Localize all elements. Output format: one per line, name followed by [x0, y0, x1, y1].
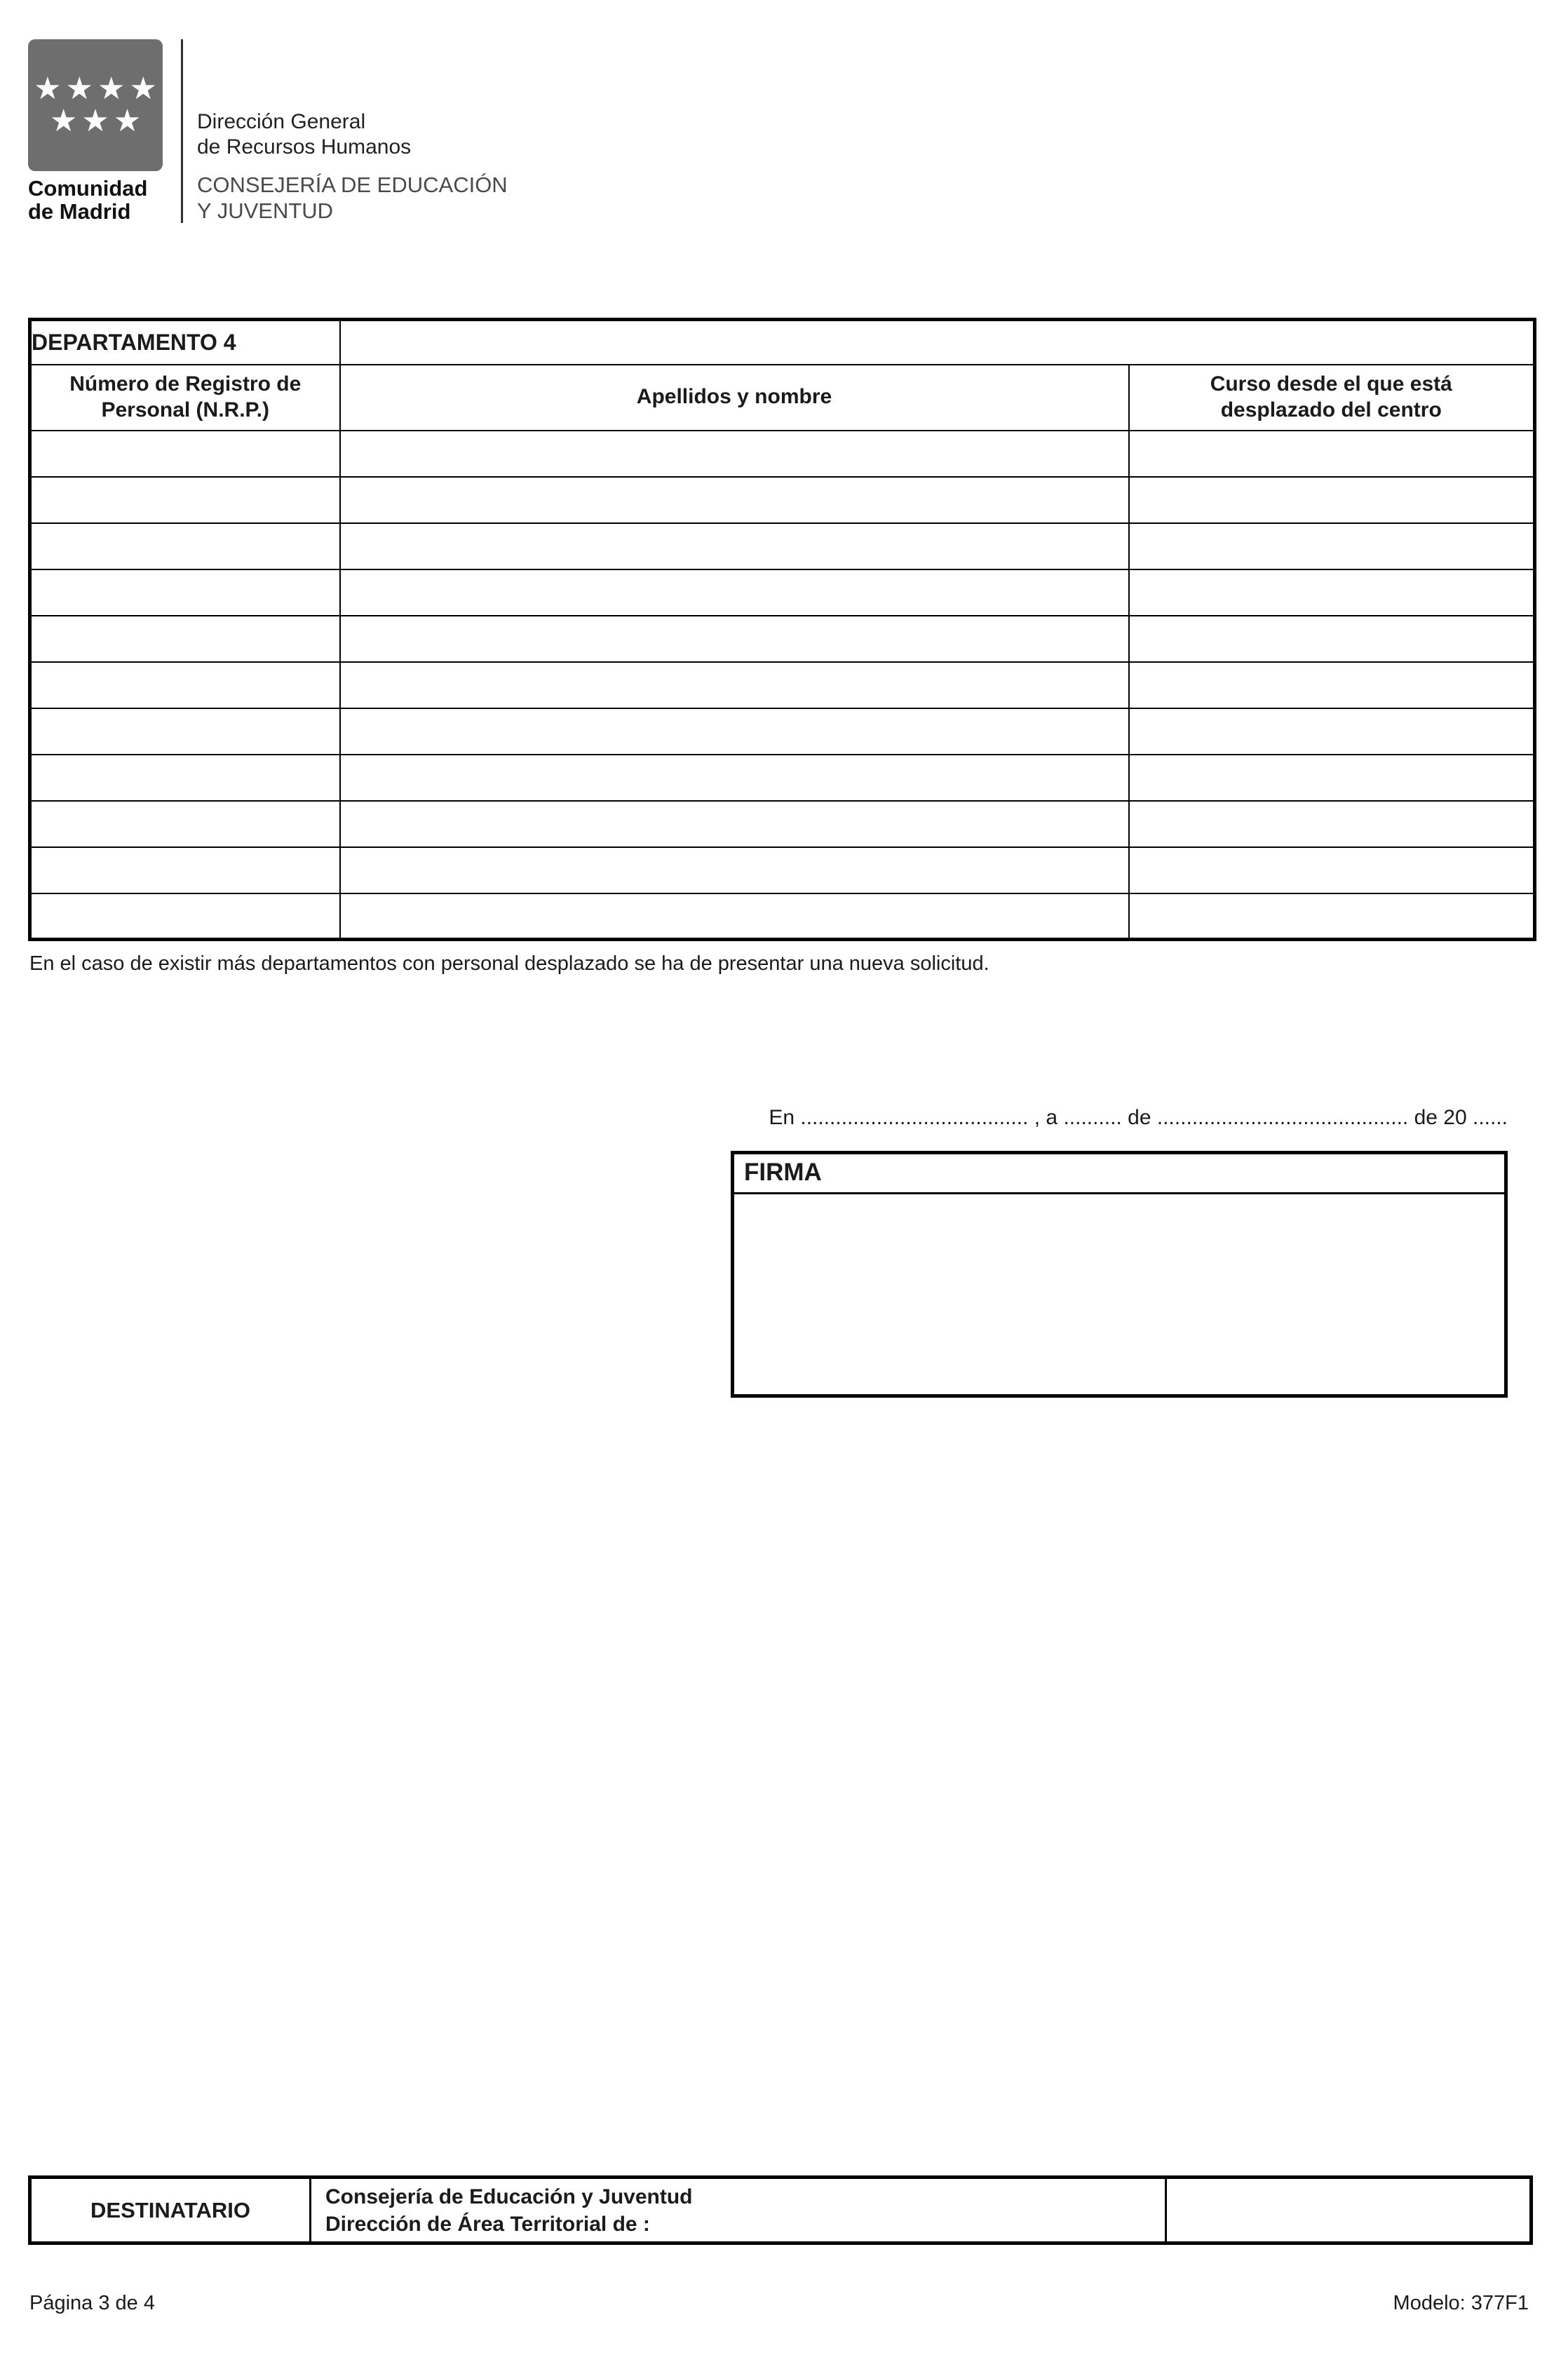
- empty-fill-cell[interactable]: [1129, 431, 1535, 477]
- empty-fill-cell[interactable]: [30, 847, 340, 893]
- model-number: Modelo: 377F1: [1393, 2292, 1529, 2314]
- column-header-apellidos: Apellidos y nombre: [340, 365, 1129, 431]
- page-number: Página 3 de 4: [29, 2292, 155, 2314]
- empty-fill-cell[interactable]: [30, 431, 340, 477]
- destinatario-address: [311, 2178, 1166, 2243]
- letterhead-divider: [181, 39, 183, 223]
- table-row: [30, 477, 1535, 523]
- table-row: [30, 755, 1535, 801]
- table-title: DEPARTAMENTO 4: [30, 320, 340, 365]
- table-title-spacer: [340, 320, 1535, 365]
- destinatario-line1: Consejería de Educación y Juventud: [325, 2185, 693, 2208]
- empty-fill-cell[interactable]: [340, 616, 1129, 662]
- empty-fill-cell[interactable]: [1129, 523, 1535, 569]
- destinatario-line2: Dirección de Área Territorial de :: [325, 2212, 650, 2236]
- table-row: [30, 708, 1535, 755]
- empty-fill-cell[interactable]: [30, 801, 340, 847]
- empty-fill-cell[interactable]: [340, 569, 1129, 616]
- destinatario-empty-cell[interactable]: [1166, 2178, 1532, 2243]
- letterhead-text-block: [197, 39, 508, 224]
- signature-area[interactable]: [734, 1194, 1504, 1393]
- signature-box: [731, 1151, 1508, 1398]
- empty-fill-cell[interactable]: [1129, 477, 1535, 523]
- empty-fill-cell[interactable]: [30, 616, 340, 662]
- comunidad-madrid-logo-block: [28, 39, 168, 224]
- direccion-general-text: [197, 109, 508, 160]
- table-title-row: [30, 320, 1535, 365]
- empty-fill-cell[interactable]: [340, 755, 1129, 801]
- empty-fill-cell[interactable]: [340, 431, 1129, 477]
- table-row: [30, 569, 1535, 616]
- logo-caption-line1: Comunidad: [28, 176, 148, 201]
- table-header-row: [30, 365, 1535, 431]
- stars-icon: ★★★: [49, 104, 146, 138]
- stars-icon: ★★★★: [34, 72, 161, 106]
- empty-fill-cell[interactable]: [1129, 893, 1535, 940]
- empty-fill-cell[interactable]: [1129, 616, 1535, 662]
- empty-fill-cell[interactable]: [1129, 708, 1535, 755]
- empty-fill-cell[interactable]: [1129, 847, 1535, 893]
- destinatario-table: [28, 2175, 1533, 2245]
- note-text: En el caso de existir más departamentos con personal desplazado se ha de presentar una nueva solicitud.: [29, 952, 989, 976]
- table-row: [30, 662, 1535, 708]
- consejeria-line1: CONSEJERÍA DE EDUCACIÓN: [197, 173, 508, 197]
- empty-fill-cell[interactable]: [340, 801, 1129, 847]
- empty-fill-cell[interactable]: [340, 708, 1129, 755]
- logo-caption: [28, 177, 168, 224]
- empty-fill-cell[interactable]: [30, 477, 340, 523]
- empty-fill-cell[interactable]: [1129, 801, 1535, 847]
- destinatario-label: DESTINATARIO: [30, 2178, 311, 2243]
- empty-fill-cell[interactable]: [30, 708, 340, 755]
- empty-fill-cell[interactable]: [30, 523, 340, 569]
- signature-label: FIRMA: [734, 1154, 1504, 1194]
- departamento-table: [28, 318, 1536, 941]
- column-header-nrp: Número de Registro de Personal (N.R.P.): [30, 365, 340, 431]
- empty-fill-cell[interactable]: [30, 662, 340, 708]
- empty-fill-cell[interactable]: [30, 569, 340, 616]
- logo-caption-line2: de Madrid: [28, 199, 131, 224]
- departamento-table-body: [30, 431, 1535, 940]
- consejeria-line2: Y JUVENTUD: [197, 198, 334, 223]
- table-row: [30, 847, 1535, 893]
- empty-fill-cell[interactable]: [340, 893, 1129, 940]
- destinatario-row: [30, 2178, 1532, 2243]
- letterhead: [0, 0, 1568, 224]
- comunidad-madrid-flag-logo: [28, 39, 163, 171]
- table-row: [30, 431, 1535, 477]
- table-row: [30, 616, 1535, 662]
- date-line: En ....................................... , a .......... de ........................................... de 20 ......: [769, 1106, 1508, 1130]
- dept-line2: de Recursos Humanos: [197, 135, 412, 158]
- column-header-curso: Curso desde el que está desplazado del centro: [1129, 365, 1535, 431]
- empty-fill-cell[interactable]: [340, 523, 1129, 569]
- empty-fill-cell[interactable]: [340, 847, 1129, 893]
- table-row: [30, 801, 1535, 847]
- empty-fill-cell[interactable]: [30, 755, 340, 801]
- table-row: [30, 893, 1535, 940]
- empty-fill-cell[interactable]: [1129, 755, 1535, 801]
- page-footer: [29, 2292, 1529, 2315]
- empty-fill-cell[interactable]: [1129, 662, 1535, 708]
- table-row: [30, 523, 1535, 569]
- consejeria-text: [197, 173, 508, 224]
- dept-line1: Dirección General: [197, 110, 366, 133]
- empty-fill-cell[interactable]: [340, 662, 1129, 708]
- empty-fill-cell[interactable]: [30, 893, 340, 940]
- empty-fill-cell[interactable]: [1129, 569, 1535, 616]
- empty-fill-cell[interactable]: [340, 477, 1129, 523]
